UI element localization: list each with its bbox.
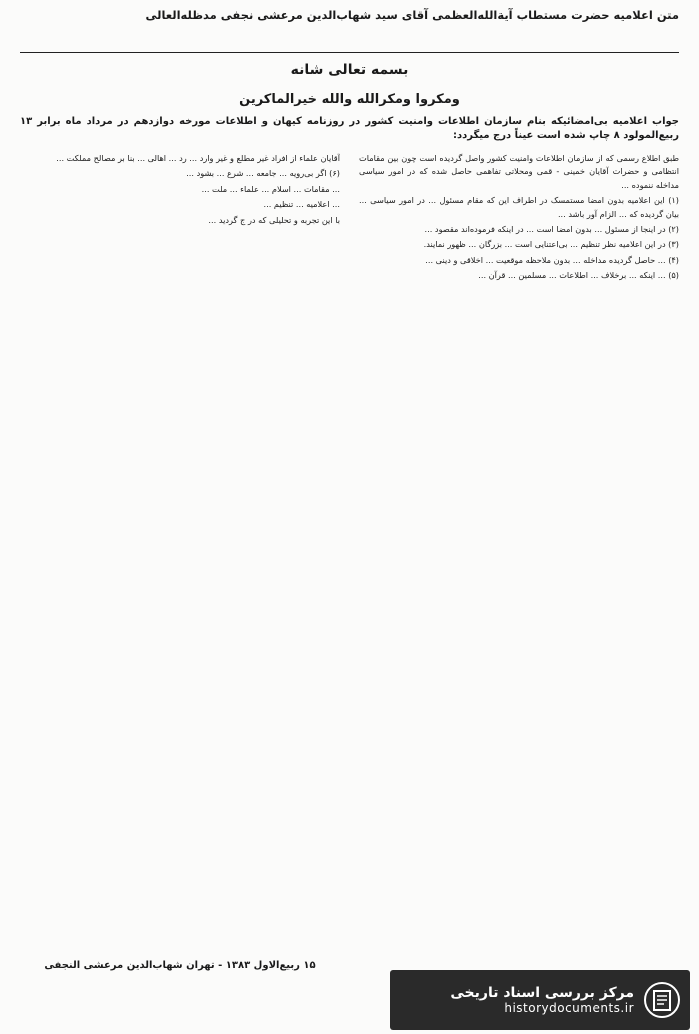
right-paragraph: (۵) ... اینکه ... برخلاف ... اطلاعات ... مسلمین ... قرآن ...: [478, 270, 679, 281]
left-paragraph: ... مقامات ... اسلام ... علماء ... ملت ...: [201, 183, 340, 194]
watermark-badge: [390, 970, 690, 1030]
right-paragraph: طبق اطلاع رسمی که از سازمان اطلاعات وامنیت کشور واصل گردیده است چون بین مقامات انتظامی و حضرات آقایان خمینی - قمی ومحلاتی تفاهمی حاصل شده که در امور سیاسی مداخله ننموده ...: [359, 153, 679, 190]
right-paragraph: (۱) این اعلامیه بدون امضا مستمسک در اطراف این که مقام مسئول ... در امور سیاسی ... بیان گردیده که ... الزام آور باشد ...: [359, 195, 679, 219]
quranic-verse: ومکروا ومکرالله والله خیرالماکرین: [239, 92, 460, 107]
right-text-column: [359, 152, 679, 992]
right-paragraph: (۳) در این اعلامیه نظر تنظیم ... بی‌اعتنایی است ... بزرگان ... ظهور نمایند.: [423, 239, 679, 250]
left-paragraph: آقایان علماء از افراد غیر مطلع و غیر وارد ... رد ... اهالی ... بنا بر مصالح مملکت ...: [56, 153, 340, 163]
header-divider: [20, 52, 679, 53]
intro-paragraph: جواب اعلامیه بی‌امضائیکه بنام سازمان اطلاعات وامنیت کشور در روزنامه کیهان و اطلاعات مورخه دوازدهم در مرداد ماه برابر ۱۳ ربیع‌المولود ۸ چاپ شده است عیناً درج میگردد:: [20, 116, 679, 141]
watermark-url: historydocuments.ir: [504, 1001, 634, 1015]
left-paragraph: با این تجربه و تحلیلی که در ج گردید ...: [208, 214, 340, 225]
basmala: بسمه تعالی شانه: [290, 62, 409, 78]
document-header: متن اعلامیه حضرت مستطاب آیة‌الله‌العظمی آقای سید شهاب‌الدین مرعشی نجفی مدظله‌العالی: [145, 8, 679, 22]
right-paragraph: (۴) ... حاصل گردیده مداخله ... بدون ملاحظه موقعیت ... اخلاقی و دینی ...: [425, 254, 679, 265]
right-paragraph: (۲) در اینجا از مسئول ... بدون امضا است ... در اینکه فرموده‌اند مقصود ...: [424, 224, 679, 235]
watermark-text: [450, 985, 634, 1015]
watermark-title: مرکز بررسی اسناد تاریخی: [450, 985, 634, 1001]
left-paragraph: (۶) اگر بی‌رویه ... جامعه ... شرع ... بشود ...: [186, 168, 340, 179]
left-paragraph: ... اعلامیه ... تنظیم ...: [263, 199, 340, 210]
archive-logo-icon: [642, 980, 682, 1020]
signature-line: ۱۵ ربیع‌الاول ۱۳۸۳ - تهران شهاب‌الدین مرعشی النجفی: [44, 960, 316, 971]
left-text-column: [20, 152, 340, 912]
